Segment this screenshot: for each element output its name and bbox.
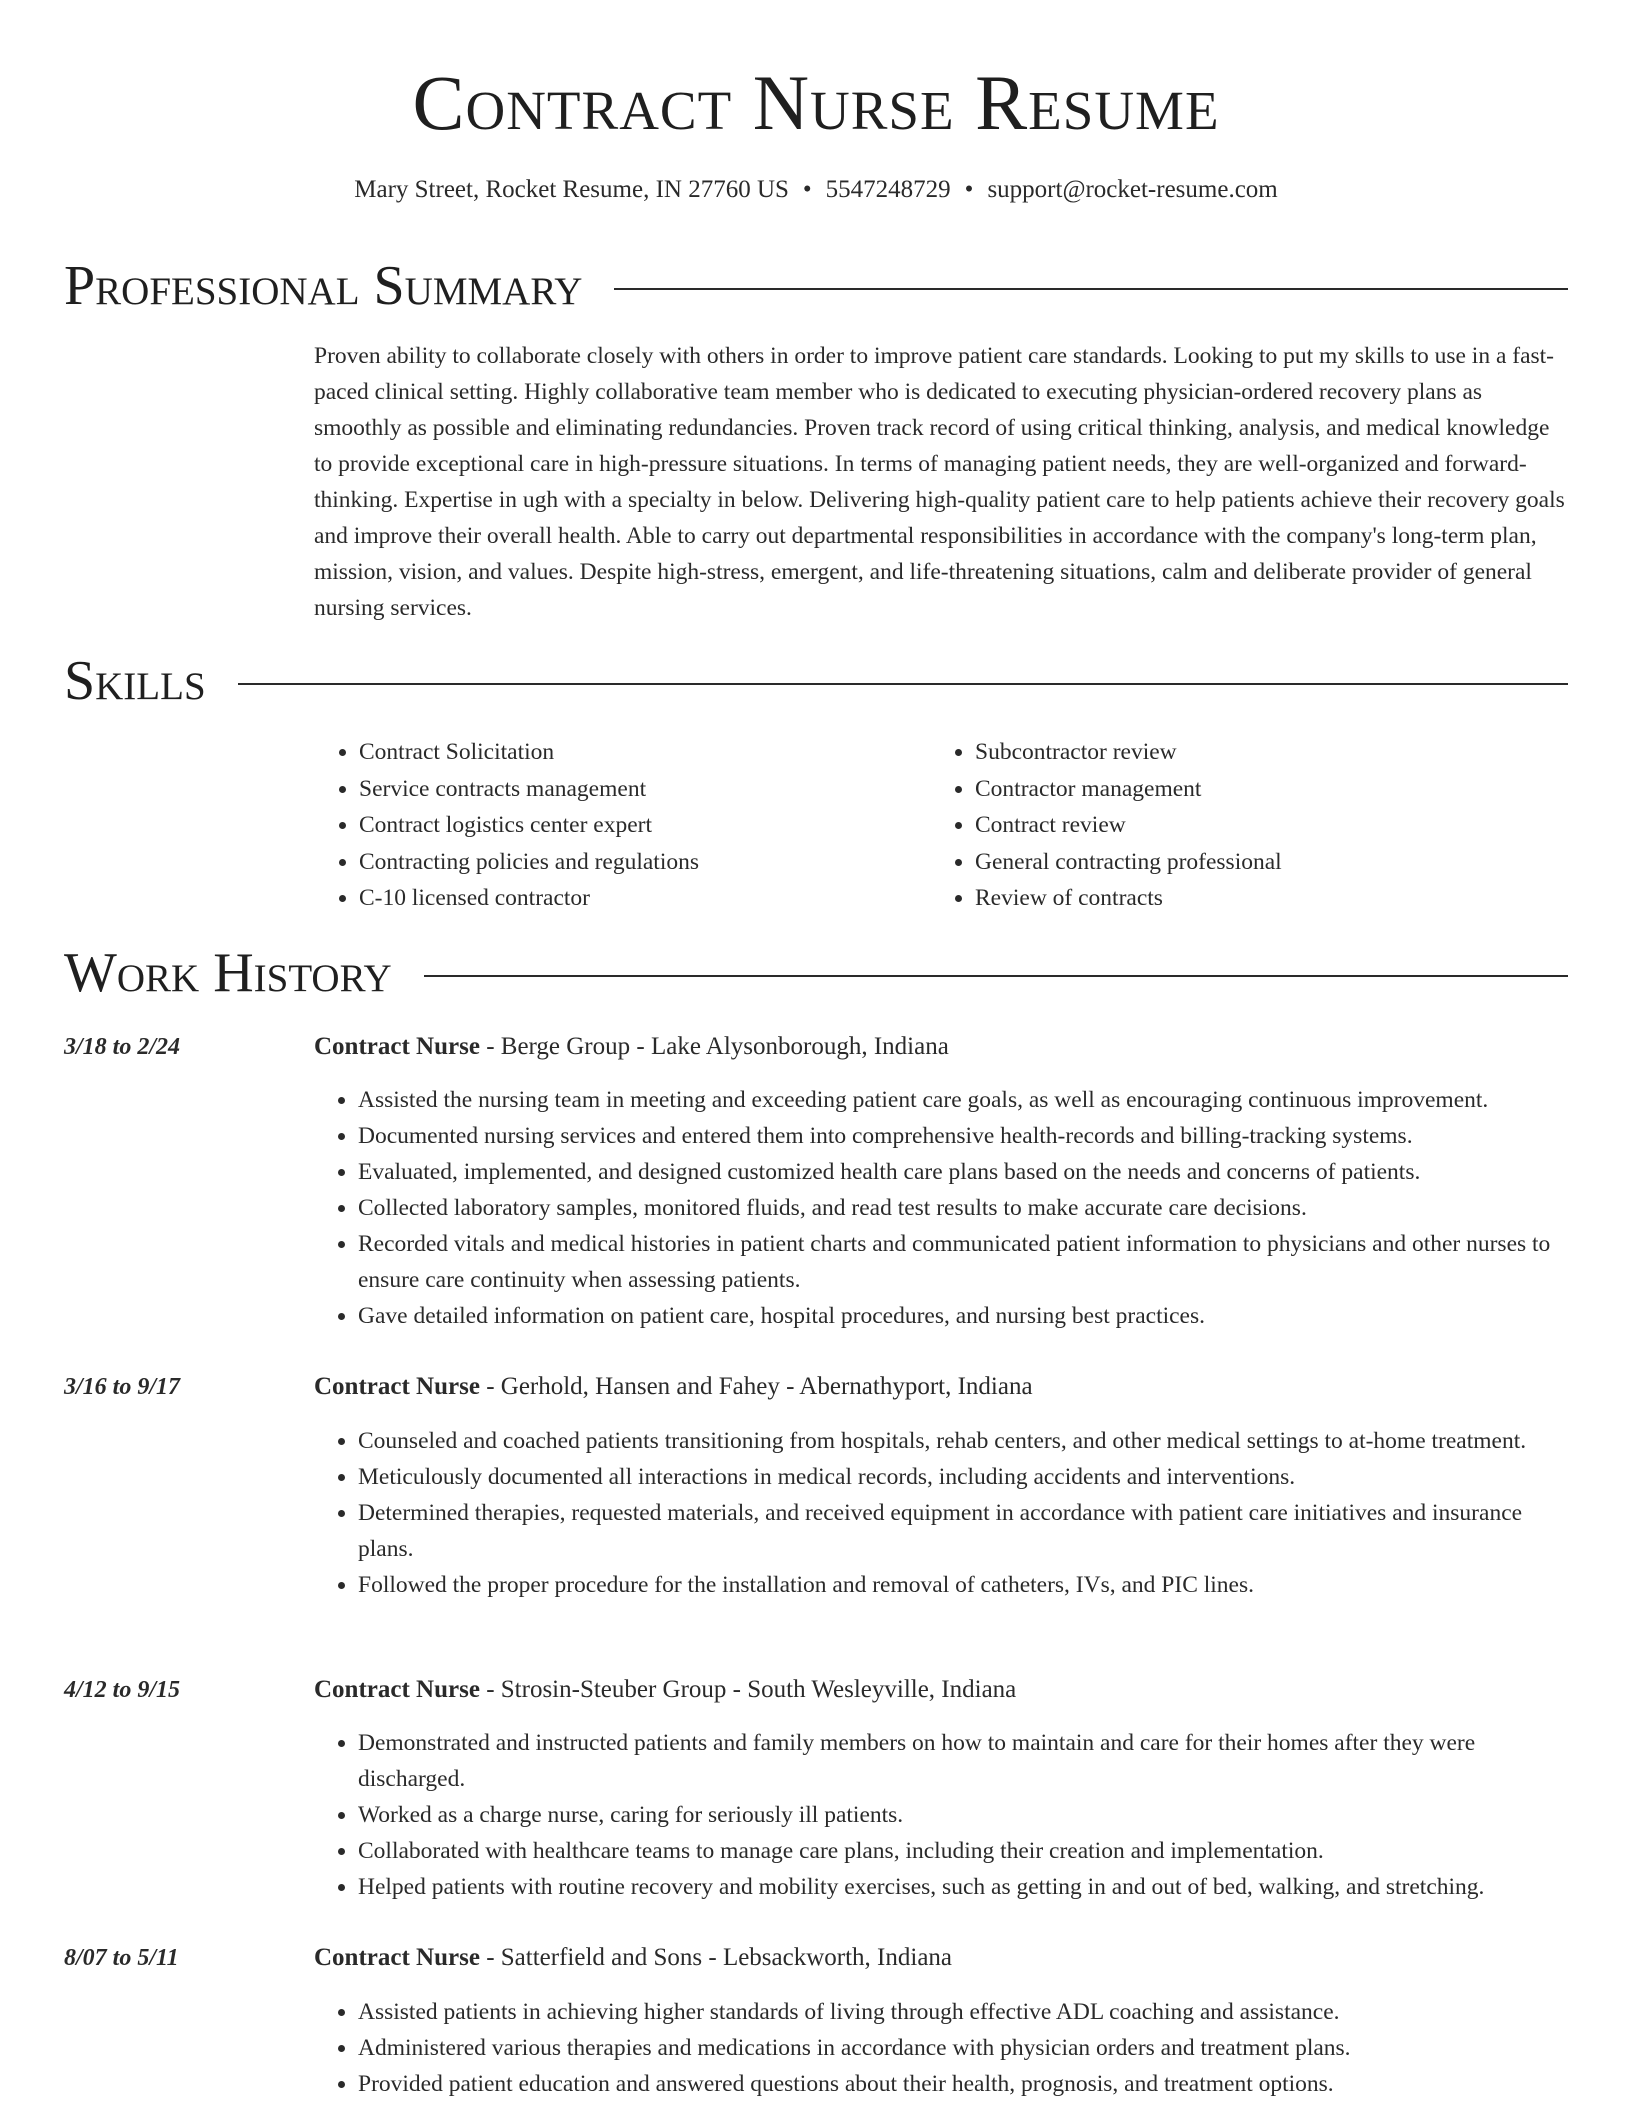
section-header-work — [64, 941, 1568, 1005]
skill-item: • Contract logistics center expert — [359, 807, 919, 844]
job-bullet: • Recorded vitals and medical histories in patient charts and communicated patient information to physicians and other nurses to ensure care continuity when assessing patients. — [358, 1226, 1570, 1298]
job-title: Contract Nurse — [314, 1676, 480, 1703]
job-title: Contract Nurse — [314, 1944, 480, 1971]
job-bullet: • Assisted the nursing team in meeting and exceeding patient care goals, as well as encouraging continuous improvement. — [358, 1082, 1570, 1118]
section-header-skills — [64, 649, 1568, 713]
contact-phone: 5547248729 — [825, 176, 951, 203]
job-employer: - Gerhold, Hansen and Fahey - Abernathyport, Indiana — [479, 1373, 1033, 1400]
section-header-summary — [64, 254, 1568, 318]
section-title-summary: Professional Summary — [64, 255, 583, 317]
job-employer: - Satterfield and Sons - Lebsackworth, Indiana — [479, 1944, 953, 1971]
job-heading — [314, 1941, 1570, 1975]
section-divider — [424, 975, 1568, 977]
skill-item: • C-10 licensed contractor — [359, 880, 919, 917]
job-dates: 8/07 to 5/11 — [64, 1945, 179, 1971]
summary-text: Proven ability to collaborate closely with others in order to improve patient care standards. Looking to put my skills to use in a fast-paced clinical setting. Highly collaborative team member who is dedicated to executing physician-ordered recovery plans as smoothly as possible and eliminating redundancies. Proven track record of using critical thinking, analysis, and medical knowledge to provide exceptional care in high-pressure situations. In terms of managing patient needs, they are well-organized and forward-thinking. Expertise in ugh with a specialty in below. Delivering high-quality patient care to help patients achieve their recovery goals and improve their overall health. Able to carry out departmental responsibilities in accordance with the company's long-term plan, mission, vision, and values. Despite high-stress, emergent, and life-threatening situations, calm and deliberate provider of general nursing services. — [314, 343, 1565, 621]
job-bullets — [314, 1994, 1570, 2102]
skill-item: • Contract Solicitation — [359, 734, 919, 771]
job-bullet: • Determined therapies, requested materials, and received equipment in accordance with patient care initiatives and insurance plans. — [358, 1495, 1570, 1567]
job-bullet: • Administered various therapies and medications in accordance with physician orders and treatment plans. — [358, 2030, 1570, 2066]
job-title: Contract Nurse — [314, 1033, 480, 1060]
job-employer: - Berge Group - Lake Alysonborough, Indiana — [479, 1033, 949, 1060]
contact-separator: • — [964, 176, 974, 203]
job-title: Contract Nurse — [314, 1373, 480, 1400]
contact-address: Mary Street, Rocket Resume, IN 27760 US — [354, 176, 789, 203]
skill-item: • Contracting policies and regulations — [359, 844, 919, 881]
job-bullet: • Helped patients with routine recovery and mobility exercises, such as getting in and out of bed, walking, and stretching. — [358, 1869, 1570, 1905]
job-dates: 3/18 to 2/24 — [64, 1034, 181, 1060]
job-bullet: • Counseled and coached patients transitioning from hospitals, rehab centers, and other medical settings to at-home treatment. — [358, 1423, 1570, 1459]
job-bullet: • Demonstrated and instructed patients and family members on how to maintain and care for their homes after they were discharged. — [358, 1725, 1570, 1797]
job-bullet: • Followed the proper procedure for the installation and removal of catheters, IVs, and PIC lines. — [358, 1567, 1570, 1603]
job-heading — [314, 1030, 1570, 1064]
job-employer: - Strosin-Steuber Group - South Wesleyville, Indiana — [479, 1676, 1017, 1703]
job-bullet: • Documented nursing services and entered them into comprehensive health-records and billing-tracking systems. — [358, 1118, 1570, 1154]
job-bullet: • Worked as a charge nurse, caring for seriously ill patients. — [358, 1797, 1570, 1833]
contact-separator: • — [802, 176, 812, 203]
job-bullets — [314, 1725, 1570, 1905]
skill-item: • Contractor management — [975, 771, 1575, 808]
skill-item: • Review of contracts — [975, 880, 1575, 917]
job-bullet: • Collected laboratory samples, monitored fluids, and read test results to make accurate care decisions. — [358, 1190, 1570, 1226]
section-title-work: Work History — [64, 942, 392, 1004]
job-bullet: • Meticulously documented all interactions in medical records, including accidents and interventions. — [358, 1459, 1570, 1495]
resume-title: Contract Nurse Resume — [412, 59, 1220, 146]
skills-list-left — [314, 734, 919, 917]
section-divider — [614, 288, 1568, 290]
job-bullets — [314, 1082, 1570, 1334]
section-title-skills: Skills — [64, 650, 206, 712]
section-divider — [238, 683, 1568, 685]
contact-email: support@rocket-resume.com — [987, 176, 1278, 203]
job-heading — [314, 1370, 1570, 1404]
job-bullets — [314, 1423, 1570, 1603]
contact-line — [0, 173, 1632, 207]
job-dates: 4/12 to 9/15 — [64, 1677, 181, 1703]
job-bullet: • Assisted patients in achieving higher standards of living through effective ADL coaching and assistance. — [358, 1994, 1570, 2030]
skill-item: • Service contracts management — [359, 771, 919, 808]
skill-item: • Contract review — [975, 807, 1575, 844]
job-bullet: • Provided patient education and answered questions about their health, prognosis, and treatment options. — [358, 2066, 1570, 2102]
job-bullet: • Collaborated with healthcare teams to manage care plans, including their creation and implementation. — [358, 1833, 1570, 1869]
job-heading — [314, 1673, 1570, 1707]
job-dates: 3/16 to 9/17 — [64, 1374, 181, 1400]
job-bullet: • Gave detailed information on patient care, hospital procedures, and nursing best practices. — [358, 1298, 1570, 1334]
skill-item: • General contracting professional — [975, 844, 1575, 881]
job-bullet: • Evaluated, implemented, and designed customized health care plans based on the needs and concerns of patients. — [358, 1154, 1570, 1190]
skill-item: • Subcontractor review — [975, 734, 1575, 771]
skills-list-right — [930, 734, 1575, 917]
